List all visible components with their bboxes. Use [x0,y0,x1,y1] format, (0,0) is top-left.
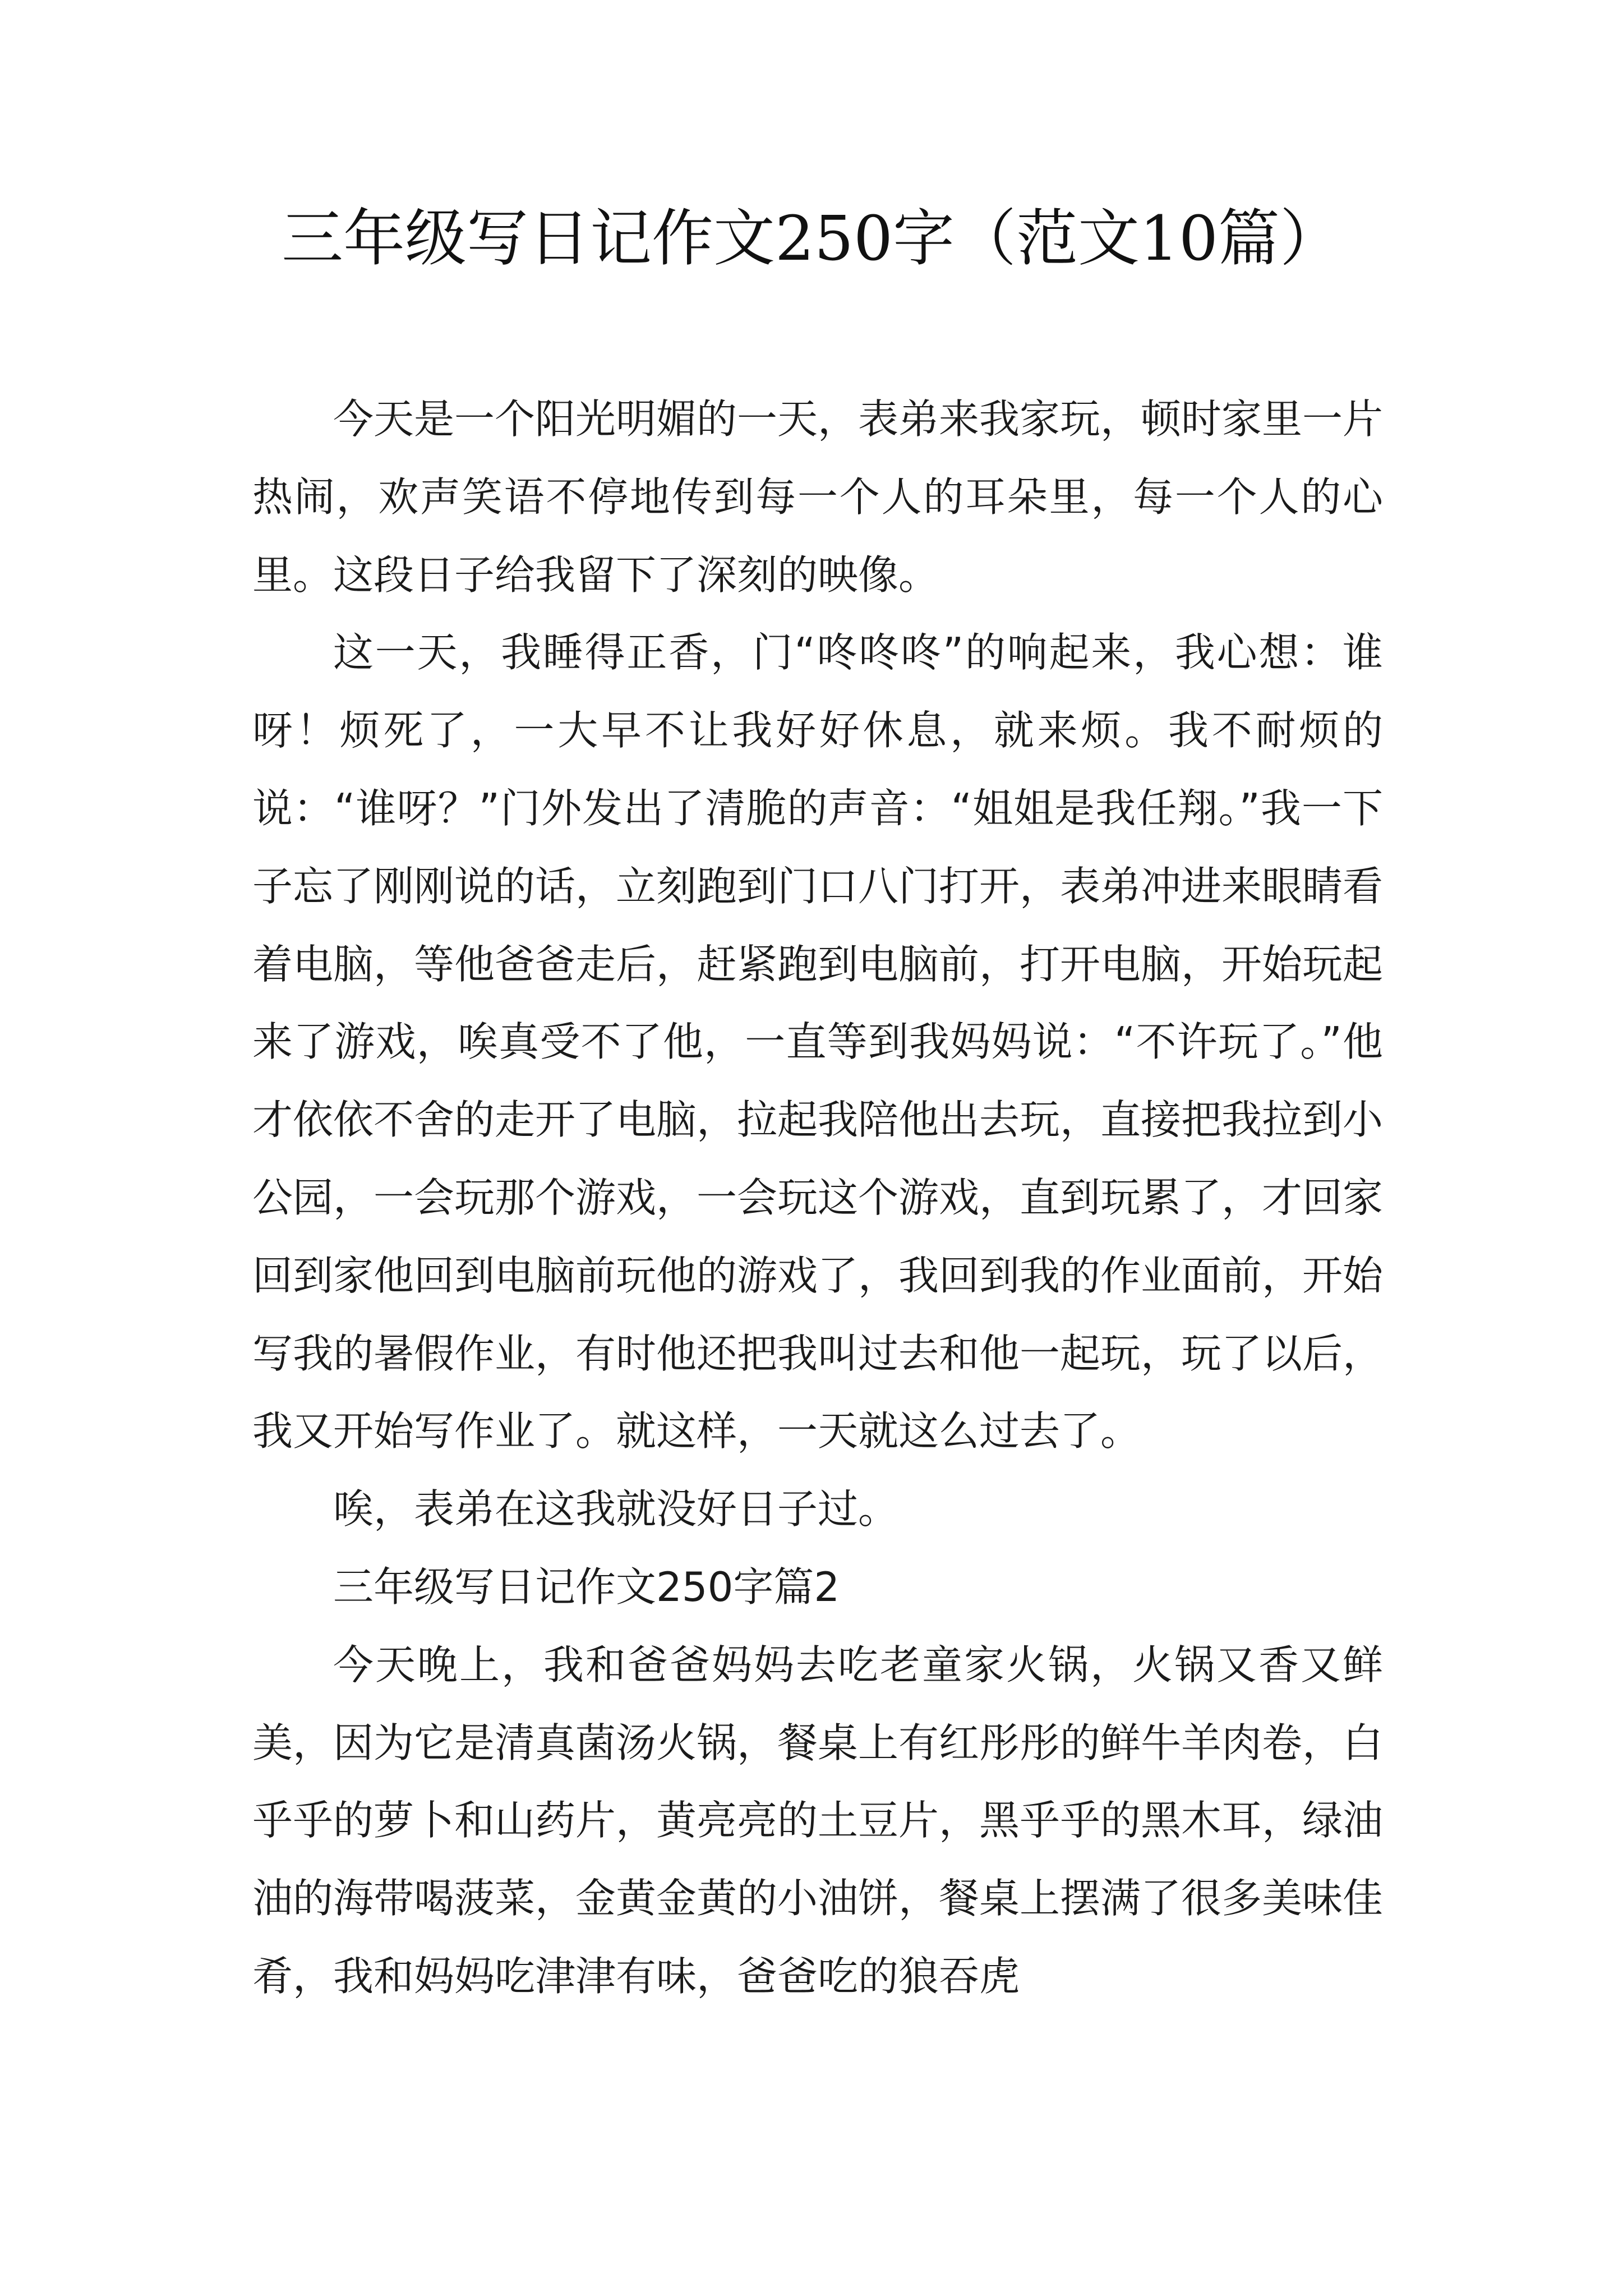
document-body [252,380,1383,2016]
paragraph: 今天晚上，我和爸爸妈妈去吃老童家火锅，火锅又香又鲜美，因为它是清真菌汤火锅，餐桌上有红彤彤的鲜牛羊肉卷，白乎乎的萝卜和山药片，黄亮亮的土豆片，黑乎乎的黑木耳，绿油油的海带喝菠菜，金黄金黄的小油饼，餐桌上摆满了很多美味佳肴，我和妈妈吃津津有味，爸爸吃的狼吞虎 [252,1641,1384,2000]
paragraph: 今天是一个阳光明媚的一天，表弟来我家玩，顿时家里一片热闹，欢声笑语不停地传到每一个人的耳朵里，每一个人的心里。这段日子给我留下了深刻的映像。 [252,395,1384,599]
paragraph: 这一天，我睡得正香，门“咚咚咚”的响起来，我心想：谁呀！烦死了，一大早不让我好好休息，就来烦。我不耐烦的说：“谁呀？”门外发出了清脆的声音：“姐姐是我任翔。”我一下子忘了刚刚说的话，立刻跑到门口八门打开，表弟冲进来眼睛看着电脑，等他爸爸走后，赶紧跑到电脑前，打开电脑，开始玩起来了游戏，唉真受不了他，一直等到我妈妈说：“不许玩了。”他才依依不舍的走开了电脑，拉起我陪他出去玩，直接把我拉到小公园，一会玩那个游戏，一会玩这个游戏，直到玩累了，才回家回到家他回到电脑前玩他的游戏了，我回到我的作业面前，开始写我的暑假作业，有时他还把我叫过去和他一起玩，玩了以后，我又开始写作业了。就这样，一天就这么过去了。 [252,629,1384,1455]
section-heading: 三年级写日记作文250字篇2 [333,1563,840,1611]
paragraph: 唉，表弟在这我就没好日子过。 [333,1485,899,1533]
document-title: 三年级写日记作文250字（范文10篇） [282,203,1341,274]
